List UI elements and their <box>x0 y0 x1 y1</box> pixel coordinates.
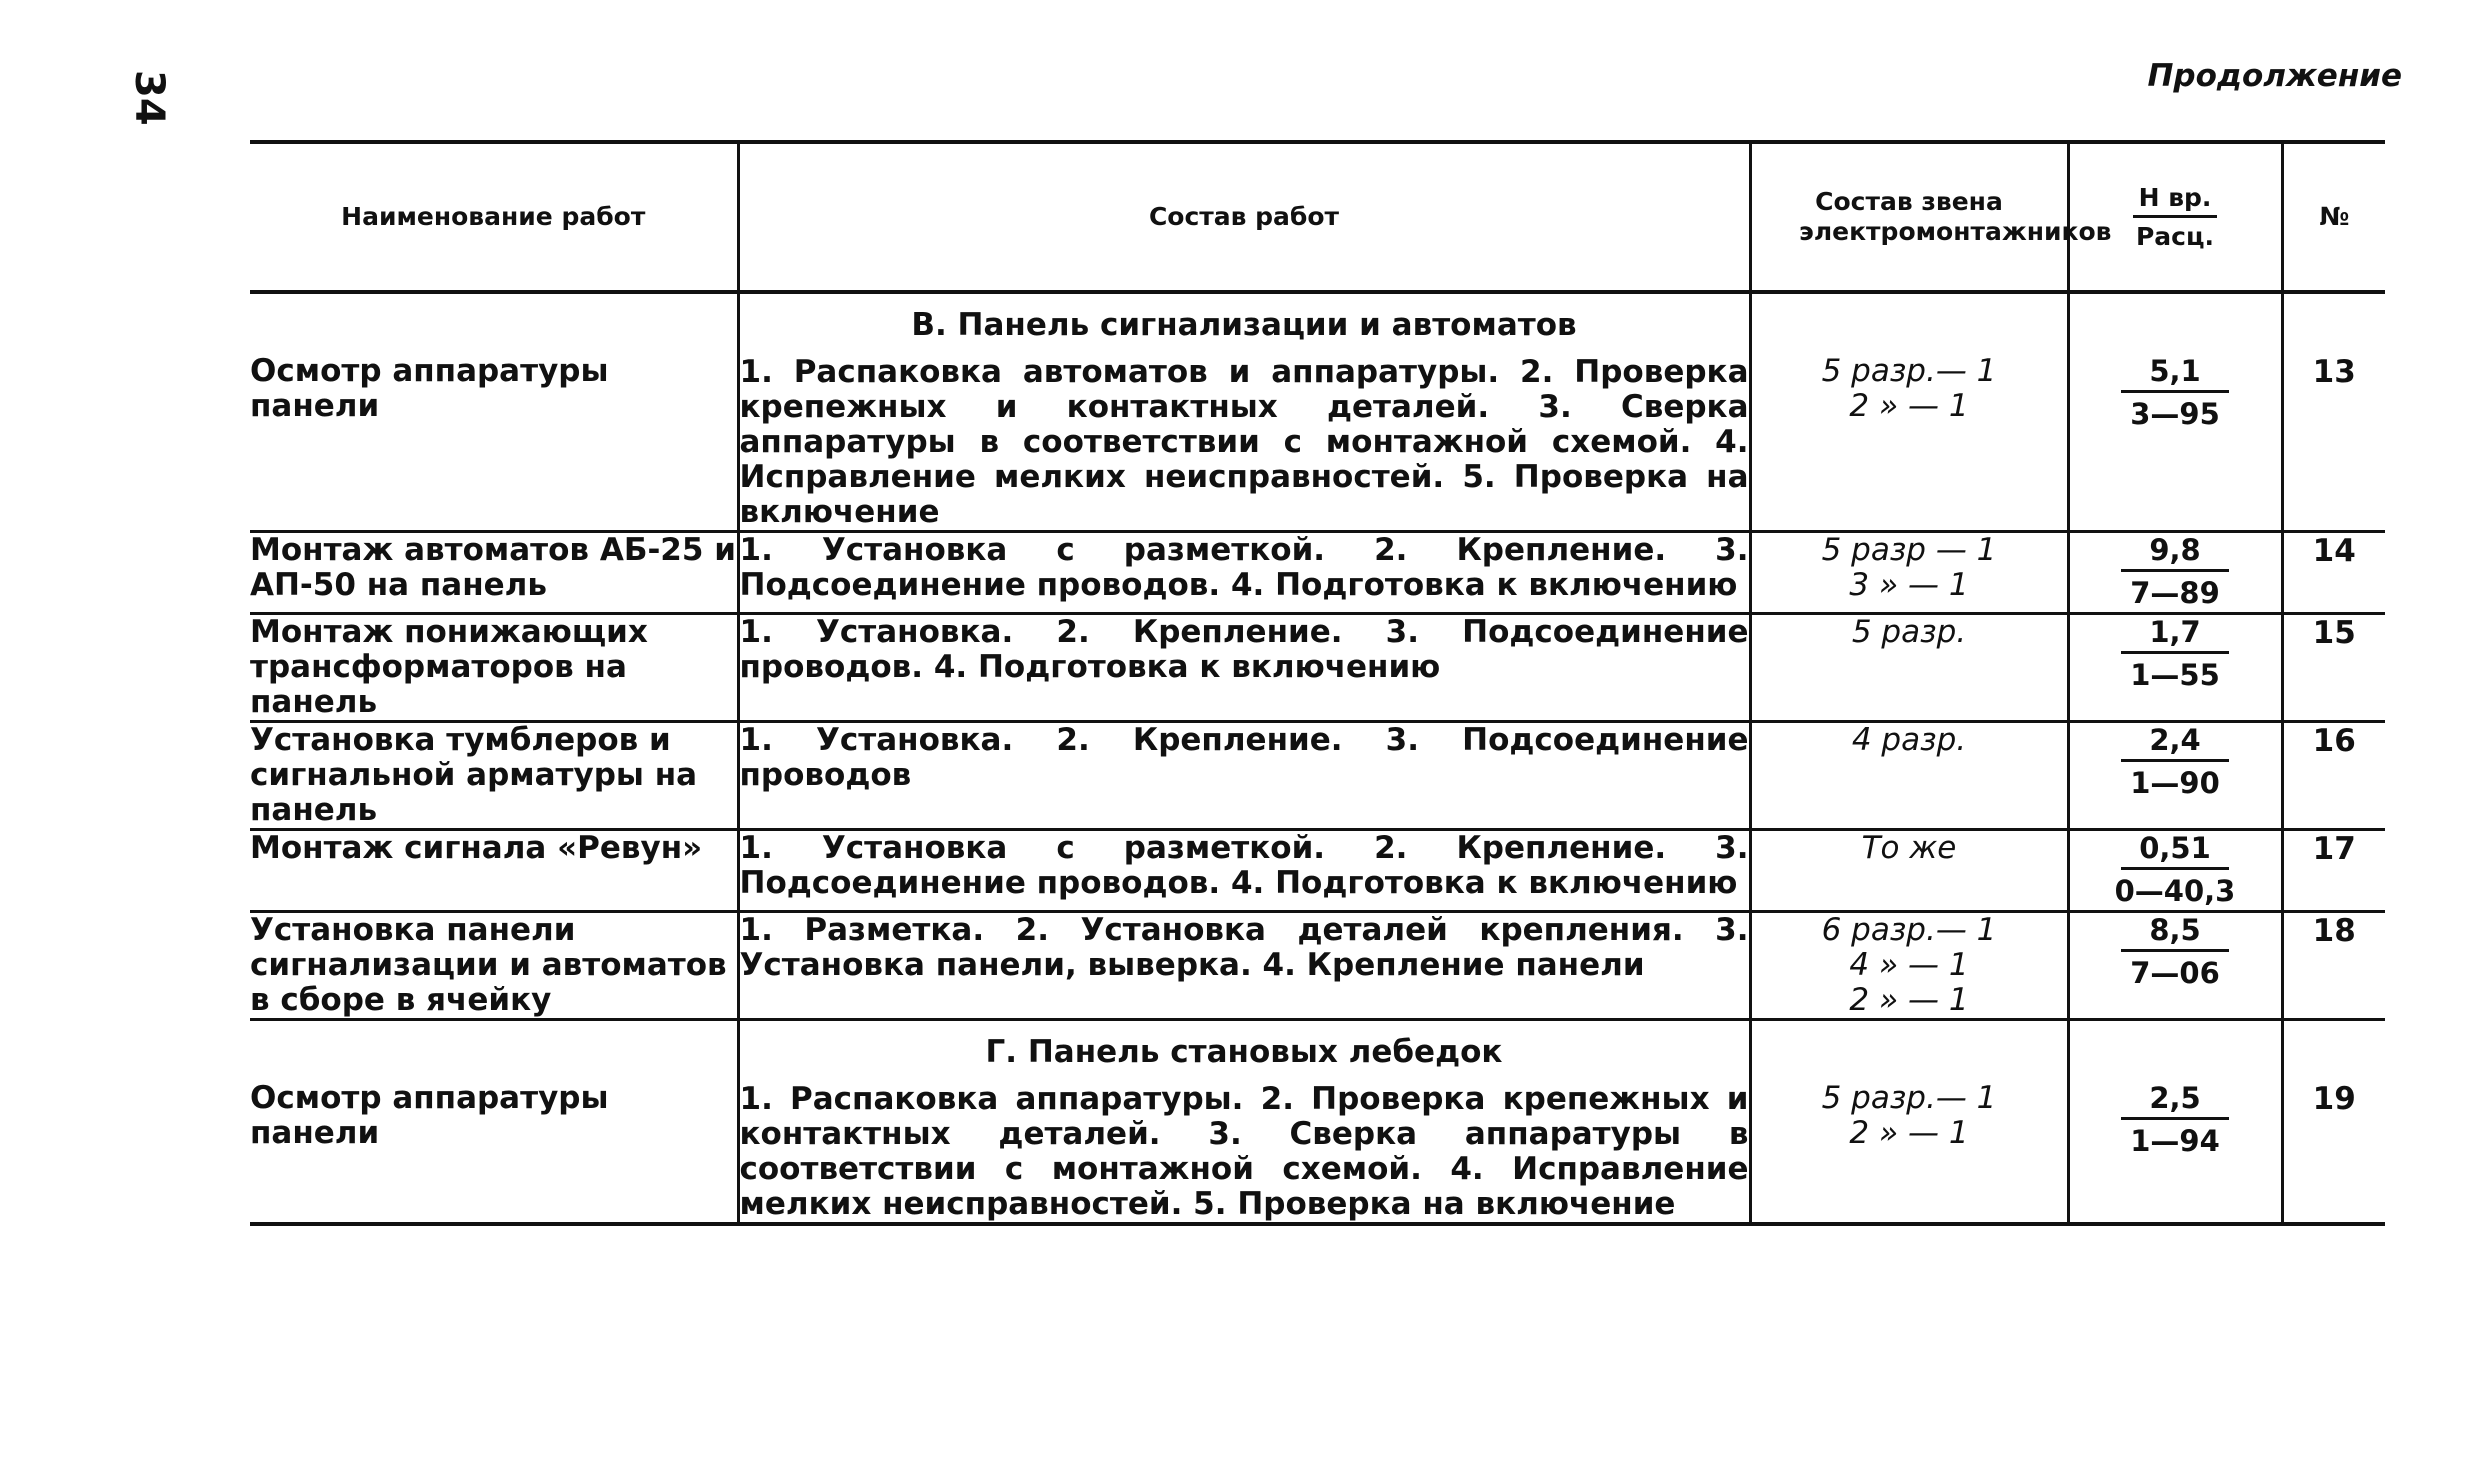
crew-line: 2 » — 1 <box>1849 982 1969 1018</box>
norm-cell <box>2068 912 2282 1020</box>
work-composition: 1. Разметка. 2. Установка деталей крепления. 3. Установка панели, выверка. 4. Крепление панели <box>739 912 1749 983</box>
work-composition-cell <box>738 614 1750 722</box>
work-name: Монтаж сигнала «Ревун» <box>250 830 703 866</box>
crew-line: 3 » — 1 <box>1849 567 1969 603</box>
norms-table <box>250 140 2385 1226</box>
row-number: 18 <box>2312 913 2356 949</box>
row-number: 15 <box>2312 615 2356 651</box>
crew-line: 2 » — 1 <box>1849 1115 1969 1151</box>
work-composition: 1. Установка с разметкой. 2. Крепление. 3. Подсоединение проводов. 4. Подготовка к включению <box>739 532 1749 603</box>
table-header-row <box>250 142 2385 292</box>
norm-time: 2,4 <box>2121 723 2229 762</box>
crew-line: 5 разр — 1 <box>1821 532 1997 568</box>
work-composition: 1. Распаковка автоматов и аппаратуры. 2. Проверка крепежных и контактных деталей. 3. Сверка аппаратуры в соответствии с монтажной схемой. 4. Исправление мелких неисправностей. 5. Проверка на включение <box>739 354 1749 530</box>
header-name: Наименование работ <box>250 142 738 292</box>
work-composition-cell <box>738 830 1750 912</box>
table-row <box>250 912 2385 1020</box>
crew-line: То же <box>1861 830 1957 866</box>
table-row <box>250 722 2385 830</box>
header-number: № <box>2282 142 2385 292</box>
header-rate: Расц. <box>2135 221 2215 251</box>
rate: 1—94 <box>2130 1124 2220 1158</box>
header-crew-text: Состав звена электромонтажников <box>1799 187 2112 246</box>
row-number: 17 <box>2312 831 2356 867</box>
work-name-cell <box>250 912 738 1020</box>
row-number-cell <box>2282 1020 2385 1225</box>
work-name: Осмотр аппаратуры панели <box>250 1080 609 1151</box>
row-number-cell <box>2282 292 2385 532</box>
crew-line: 4 » — 1 <box>1849 947 1969 983</box>
row-number: 19 <box>2312 1081 2356 1117</box>
crew-line: 5 разр.— 1 <box>1821 353 1997 389</box>
row-number-cell <box>2282 830 2385 912</box>
work-composition-cell <box>738 1020 1750 1225</box>
crew-cell <box>1750 532 2068 614</box>
work-composition-cell <box>738 532 1750 614</box>
crew-line: 4 разр. <box>1851 722 1967 758</box>
norm-time: 5,1 <box>2121 354 2229 393</box>
section-spacer <box>2070 1021 2281 1081</box>
row-number: 16 <box>2312 723 2356 759</box>
norm-time: 8,5 <box>2121 913 2229 952</box>
rate: 1—55 <box>2130 658 2220 692</box>
norm-time: 1,7 <box>2121 615 2229 654</box>
table-row <box>250 614 2385 722</box>
norm-cell <box>2068 1020 2282 1225</box>
section-spacer <box>1752 1021 2067 1081</box>
work-composition: 1. Установка. 2. Крепление. 3. Подсоединение проводов <box>739 722 1749 793</box>
table-row <box>250 830 2385 912</box>
rate: 0—40,3 <box>2114 874 2236 908</box>
work-name-cell <box>250 614 738 722</box>
norm-cell <box>2068 292 2282 532</box>
work-name: Осмотр аппаратуры панели <box>250 353 609 424</box>
work-name-cell <box>250 292 738 532</box>
norm-time: 0,51 <box>2121 831 2229 870</box>
work-composition: 1. Установка с разметкой. 2. Крепление. 3. Подсоединение проводов. 4. Подготовка к включению <box>739 830 1749 901</box>
page-number: 34 <box>126 70 172 126</box>
row-number-cell <box>2282 722 2385 830</box>
crew-cell <box>1750 1020 2068 1225</box>
section-spacer <box>2284 1021 2386 1081</box>
section-spacer <box>2284 294 2386 354</box>
norm-time: 2,5 <box>2121 1081 2229 1120</box>
norm-cell <box>2068 722 2282 830</box>
header-norm-time: Н вр. <box>2133 183 2218 218</box>
norm-cell <box>2068 532 2282 614</box>
work-composition-cell <box>738 722 1750 830</box>
work-composition-cell <box>738 292 1750 532</box>
work-name-cell <box>250 830 738 912</box>
crew-cell <box>1750 830 2068 912</box>
work-name-cell <box>250 1020 738 1225</box>
work-composition-cell <box>738 912 1750 1020</box>
row-number: 13 <box>2312 354 2356 390</box>
rate: 7—89 <box>2130 576 2220 610</box>
crew-cell <box>1750 722 2068 830</box>
work-composition: 1. Установка. 2. Крепление. 3. Подсоединение проводов. 4. Подготовка к включению <box>739 614 1749 685</box>
row-number-cell <box>2282 912 2385 1020</box>
row-number-cell <box>2282 614 2385 722</box>
header-composition: Состав работ <box>738 142 1750 292</box>
header-crew <box>1750 142 2112 292</box>
rate: 1—90 <box>2130 766 2220 800</box>
row-number-cell <box>2282 532 2385 614</box>
crew-line: 6 разр.— 1 <box>1821 912 1997 948</box>
rate: 3—95 <box>2130 397 2220 431</box>
work-name: Монтаж понижающих трансформаторов на панель <box>250 614 648 720</box>
section-spacer <box>1752 294 2067 354</box>
rate: 7—06 <box>2130 956 2220 990</box>
section-spacer <box>250 1021 737 1081</box>
work-composition: 1. Распаковка аппаратуры. 2. Проверка крепежных и контактных деталей. 3. Сверка аппаратуры в соответствии с монтажной схемой. 4. Исправление мелких неисправностей. 5. Проверка на включение <box>739 1081 1749 1222</box>
norm-cell <box>2068 614 2282 722</box>
section-title: Г. Панель становых лебедок <box>985 1034 1503 1070</box>
norm-time: 9,8 <box>2121 533 2229 572</box>
crew-line: 2 » — 1 <box>1849 388 1969 424</box>
work-name-cell <box>250 532 738 614</box>
norm-cell <box>2068 830 2282 912</box>
table-row <box>250 292 2385 532</box>
row-number: 14 <box>2312 533 2356 569</box>
work-name: Установка тумблеров и сигнальной арматуры на панель <box>250 722 698 828</box>
crew-line: 5 разр. <box>1851 614 1967 650</box>
section-spacer <box>2070 294 2281 354</box>
work-name-cell <box>250 722 738 830</box>
section-title: В. Панель сигнализации и автоматов <box>911 307 1577 343</box>
table-row <box>250 1020 2385 1225</box>
section-spacer <box>250 294 737 354</box>
table-row <box>250 532 2385 614</box>
work-name: Установка панели сигнализации и автоматов в сборе в ячейку <box>250 912 727 1018</box>
crew-cell <box>1750 292 2068 532</box>
crew-cell <box>1750 912 2068 1020</box>
continuation-label: Продолжение <box>2147 58 2402 94</box>
crew-line: 5 разр.— 1 <box>1821 1080 1997 1116</box>
crew-cell <box>1750 614 2068 722</box>
work-name: Монтаж автоматов АБ-25 и АП-50 на панель <box>250 532 736 603</box>
